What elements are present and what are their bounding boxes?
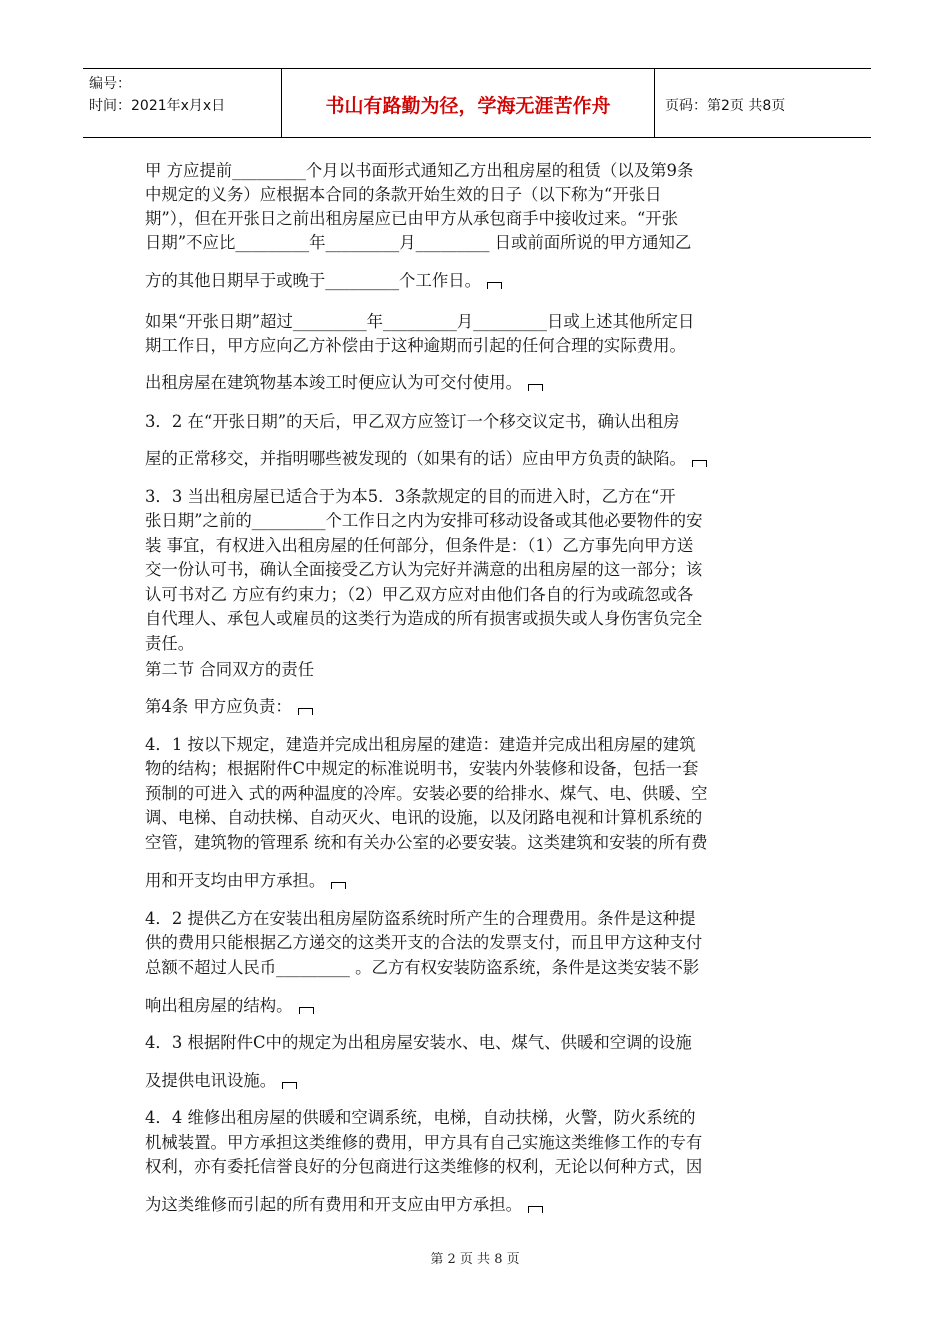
body-line: 用和开支均由甲方承担。 [145,870,346,892]
paragraph-mark-icon [331,882,346,889]
paragraph-mark-icon [282,1082,297,1089]
body-line: 日期”不应比_________年_________月_________ 日或前面所说的甲方通知乙 [145,233,692,252]
body-line: 3．2 在“开张日期”的天后，甲乙双方应签订一个移交议定书，确认出租房 [145,412,680,431]
paragraph-mark-icon [528,1206,543,1213]
header-time-label: 时间：2021年x月x日 [89,98,226,114]
header-page-cell [655,69,871,137]
body-line: 方的其他日期早于或晚于_________个工作日。 [145,270,502,292]
header-page-code: 页码：第2页 共8页 [665,98,786,114]
body-line: 4．1 按以下规定，建造并完成出租房屋的建造：建造并完成出租房屋的建筑 [145,735,696,754]
body-line: 中规定的义务）应根据本合同的条款开始生效的日子（以下称为“开张日 [145,185,662,204]
body-line: 屋的正常移交，并指明哪些被发现的（如果有的话）应由甲方负责的缺陷。 [145,448,707,470]
body-line: 供的费用只能根据乙方递交的这类开支的合法的发票支付，而且甲方这种支付 [145,933,703,952]
body-line: 权利，亦有委托信誉良好的分包商进行这类维修的权利，无论以何种方式，因 [145,1157,703,1176]
body-line: 期工作日，甲方应向乙方补偿由于这种逾期而引起的任何合理的实际费用。 [145,336,686,355]
body-line: 空管，建筑物的管理系 统和有关办公室的必要安装。这类建筑和安装的所有费 [145,833,708,852]
header-number-label: 编号： [89,76,131,92]
body-line: 物的结构；根据附件C中规定的标准说明书，安装内外装修和设备，包括一套 [145,759,699,778]
body-line: 总额不超过人民币_________ 。乙方有权安装防盗系统，条件是这类安装不影 [145,958,700,977]
article-heading: 第4条 甲方应负责： [145,696,313,718]
body-line: 责任。 [145,634,195,653]
header-motto: 书山有路勤为径，学海无涯苦作舟 [325,95,611,117]
body-line: 预制的可进入 式的两种温度的冷库。安装必要的给排水、煤气、电、供暖、空 [145,784,708,803]
body-line: 装 事宜，有权进入出租房屋的任何部分，但条件是：（1）乙方事先向甲方送 [145,536,694,555]
body-line: 交一份认可书，确认全面接受乙方认为完好并满意的出租房屋的这一部分；该 [145,560,703,579]
body-line: 3．3 当出租房屋已适合于为本5．3条款规定的目的而进入时，乙方在“开 [145,487,676,506]
body-line: 4．2 提供乙方在安装出租房屋防盗系统时所产生的合理费用。条件是这种提 [145,909,696,928]
paragraph-mark-icon [299,1007,314,1014]
body-line: 调、电梯、自动扶梯、自动灭火、电讯的设施，以及闭路电视和计算机系统的 [145,808,703,827]
body-line: 如果“开张日期”超过_________年_________月_________日或上述其他所定日 [145,312,695,331]
header-meta-cell [83,69,282,137]
body-line: 自代理人、承包人或雇员的这类行为造成的所有损害或损失或人身伤害负完全 [145,609,703,628]
body-line: 甲 方应提前_________个月以书面形式通知乙方出租房屋的租赁（以及第9条 [145,161,694,180]
section-heading: 第二节 合同双方的责任 [145,660,315,679]
body-line: 及提供电讯设施。 [145,1070,297,1092]
page-footer: 第 2 页 共 8 页 [430,1252,520,1267]
body-line: 为这类维修而引起的所有费用和开支应由甲方承担。 [145,1194,543,1216]
body-line: 4．3 根据附件C中的规定为出租房屋安装水、电、煤气、供暖和空调的设施 [145,1033,692,1052]
body-line: 机械装置。甲方承担这类维修的费用，甲方具有自己实施这类维修工作的专有 [145,1133,703,1152]
paragraph-mark-icon [528,384,543,391]
body-line: 出租房屋在建筑物基本竣工时便应认为可交付使用。 [145,372,543,394]
paragraph-mark-icon [692,460,707,467]
body-line: 响出租房屋的结构。 [145,995,314,1017]
body-line: 4．4 维修出租房屋的供暖和空调系统，电梯，自动扶梯，火警，防火系统的 [145,1108,696,1127]
body-line: 张日期”之前的_________个工作日之内为安排可移动设备或其他必要物件的安 [145,511,703,530]
page-header [83,68,871,138]
body-line: 期”），但在开张日之前出租房屋应已由甲方从承包商手中接收过来。“开张 [145,209,679,228]
paragraph-mark-icon [298,708,313,715]
body-line: 认可书对乙 方应有约束力；（2）甲乙双方应对由他们各自的行为或疏忽或各 [145,585,694,604]
header-motto-cell [282,69,655,137]
paragraph-mark-icon [487,282,502,289]
